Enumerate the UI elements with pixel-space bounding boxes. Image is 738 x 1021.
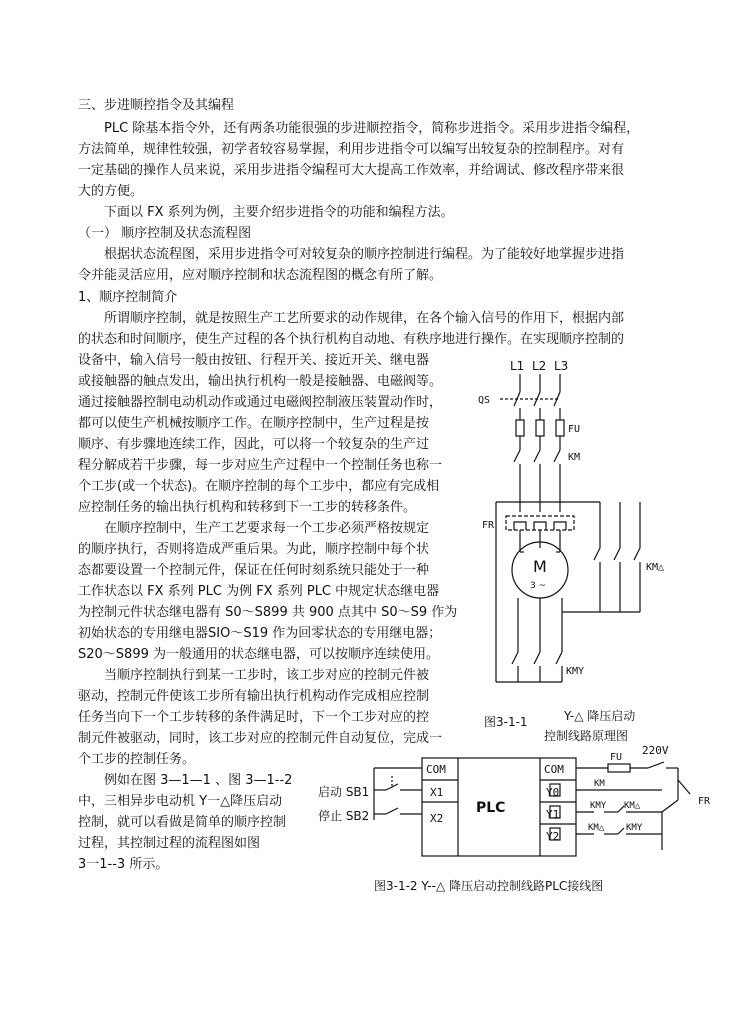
paragraph-4-line-10: 应控制任务的输出执行机构和转移到下一工步的转移条件。 [78, 500, 417, 515]
plc-y2: Y2 [546, 830, 560, 843]
paragraph-3-line-2: 令并能灵活应用，应对顺序控制和状态流程图的概念有所了解。 [78, 268, 443, 283]
paragraph-6-line-1: 当顺序控制执行到某一工步时，该工步对应的控制元件被 [104, 668, 430, 683]
label-km: KM [568, 452, 581, 463]
label-motor-sub: 3 ~ [530, 581, 547, 591]
label-fr-2: FR [698, 796, 711, 807]
fig2-caption: 图3-1-2 Y--△ 降压启动控制线路PLC接线图 [374, 879, 604, 893]
label-fu-2: FU [610, 752, 623, 763]
paragraph-4-line-6: 都可以使生产机械按顺序工作。在顺序控制中，生产过程是按 [78, 416, 430, 431]
paragraph-1-line-2: 方法简单，规律性较强，初学者较容易掌握，利用步进指令可以编写出较复杂的控制程序。对有 [78, 142, 625, 157]
paragraph-6-line-3: 任务当向下一个工步转移的条件满足时，下一个工步对应的控 [78, 710, 430, 725]
paragraph-1-line-3: 一定基础的操作人员来说，采用步进指令编程可大大提高工作效率，并给调试、修改程序带来很 [78, 163, 625, 178]
paragraph-7-line-3: 控制，就可以看做是简单的顺序控制 [78, 815, 287, 830]
paragraph-1-line-1: PLC 除基本指令外，还有两条功能很强的步进顺控指令，简称步进指令。采用步进指令编程， [104, 121, 640, 136]
paragraph-4-line-7: 顺序、有步骤地连续工作，因此，可以将一个较复杂的生产过 [78, 437, 430, 452]
paragraph-5-line-4: 工作状态以 FX 系列 PLC 为例 FX 系列 PLC 中规定状态继电器 [78, 584, 440, 599]
paragraph-2: 下面以 FX 系列为例，主要介绍步进指令的功能和编程方法。 [104, 205, 454, 220]
paragraph-4-line-1: 所谓顺序控制，就是按照生产工艺所要求的动作规律，在各个输入信号的作用下，根据内部 [104, 311, 625, 326]
label-km-delta: KM△ [646, 562, 665, 573]
paragraph-5-line-2: 的顺序执行，否则将造成严重后果。为此，顺序控制中每个状 [78, 542, 430, 557]
plc-label: PLC [476, 800, 506, 816]
plc-x2: X2 [430, 812, 444, 825]
figure-3-1-1-schematic [470, 352, 720, 747]
paragraph-4-line-4: 或接触器的触点发出，输出执行机构一般是接触器、电磁阀等。 [78, 374, 443, 389]
label-l3: L3 [554, 359, 569, 373]
label-km-y: KMY [566, 666, 585, 677]
label-220v: 220V [642, 744, 669, 757]
paragraph-4-line-8: 程分解成若干步骤，每一步对应生产过程中一个控制任务也称一 [78, 458, 443, 473]
label-qs: QS [478, 395, 491, 406]
paragraph-5-line-1: 在顺序控制中，生产工艺要求每一个工步必须严格按规定 [104, 521, 430, 536]
label-kmd-out: KM△ [588, 823, 605, 833]
label-l2: L2 [532, 359, 547, 373]
paragraph-5-line-6: 初始状态的专用继电器SIO～S19 作为回零状态的专用继电器； [78, 626, 442, 641]
sub-heading-2: 1、顺序控制简介 [78, 290, 178, 305]
label-stop-sb2: 停止 SB2 [318, 809, 370, 823]
paragraph-4-line-2: 的状态和时间顺序，使生产过程的各个执行机构自动地、有秩序地进行操作。在实现顺序控制的 [78, 332, 625, 347]
paragraph-6-line-2: 驱动，控制元件使该工步所有输出执行机构动作完成相应控制 [78, 689, 430, 704]
label-kmd-interlock: KM△ [624, 801, 641, 811]
paragraph-7-line-2: 中，三相异步电动机 Y一△降压启动 [78, 794, 283, 809]
paragraph-5-line-3: 态都要设置一个控制元件，保证在任何时刻系统只能处于一种 [78, 563, 430, 578]
label-fu: FU [568, 424, 581, 435]
paragraph-7-line-1: 例如在图 3—1—1 、图 3—1--2 [104, 773, 293, 788]
fig1-caption-line-1: Y-△ 降压启动 [564, 709, 636, 723]
paragraph-7-line-4: 过程，其控制过程的流程图如图 [78, 836, 261, 851]
label-kmy-out: KMY [590, 801, 607, 811]
section-heading: 三、步进顺控指令及其编程 [78, 98, 235, 113]
paragraph-6-line-4: 制元件被驱动，同时，该工步对应的控制元件自动复位，完成一 [78, 731, 443, 746]
paragraph-5-line-5: 为控制元件状态继电器有 S0～S899 共 900 点其中 S0～S9 作为 [78, 605, 458, 620]
paragraph-4-line-9: 个工步(或一个状态)。在顺序控制的每个工步中，都应有完成相 [78, 479, 440, 494]
plc-y0: Y0 [546, 786, 560, 799]
label-motor: M [533, 557, 547, 576]
plc-in-com: COM [426, 763, 446, 776]
fig1-caption-line-2: 控制线路原理图 [544, 729, 629, 743]
label-fr: FR [482, 520, 495, 531]
plc-x1: X1 [430, 786, 444, 799]
paragraph-3-line-1: 根据状态流程图，采用步进指令可对较复杂的顺序控制进行编程。为了能较好地掌握步进指 [104, 247, 625, 262]
paragraph-6-line-5: 个工步的控制任务。 [78, 752, 196, 767]
paragraph-4-line-3: 设备中，输入信号一般由按钮、行程开关、接近开关、继电器 [78, 353, 430, 368]
paragraph-1-line-4: 大的方便。 [78, 184, 144, 199]
label-l1: L1 [510, 359, 525, 373]
plc-y1: Y1 [546, 808, 560, 821]
paragraph-7-line-5: 3一1--3 所示。 [78, 857, 169, 872]
label-start-sb1: 启动 SB1 [318, 785, 370, 799]
label-kmy-interlock: KMY [626, 823, 643, 833]
fig1-caption-number: 图3-1-1 [484, 715, 528, 729]
paragraph-4-line-5: 通过接触器控制电动机动作或通过电磁阀控制液压装置动作时， [78, 395, 443, 410]
sub-heading-1: （一） 顺序控制及状态流程图 [78, 226, 252, 241]
paragraph-5-line-7: S20～S899 为一般通用的状态继电器，可以按顺序连续使用。 [78, 647, 439, 662]
plc-out-com: COM [544, 763, 564, 776]
label-km-out: KM [594, 779, 605, 789]
figure-3-1-2-plc-wiring [318, 740, 728, 900]
